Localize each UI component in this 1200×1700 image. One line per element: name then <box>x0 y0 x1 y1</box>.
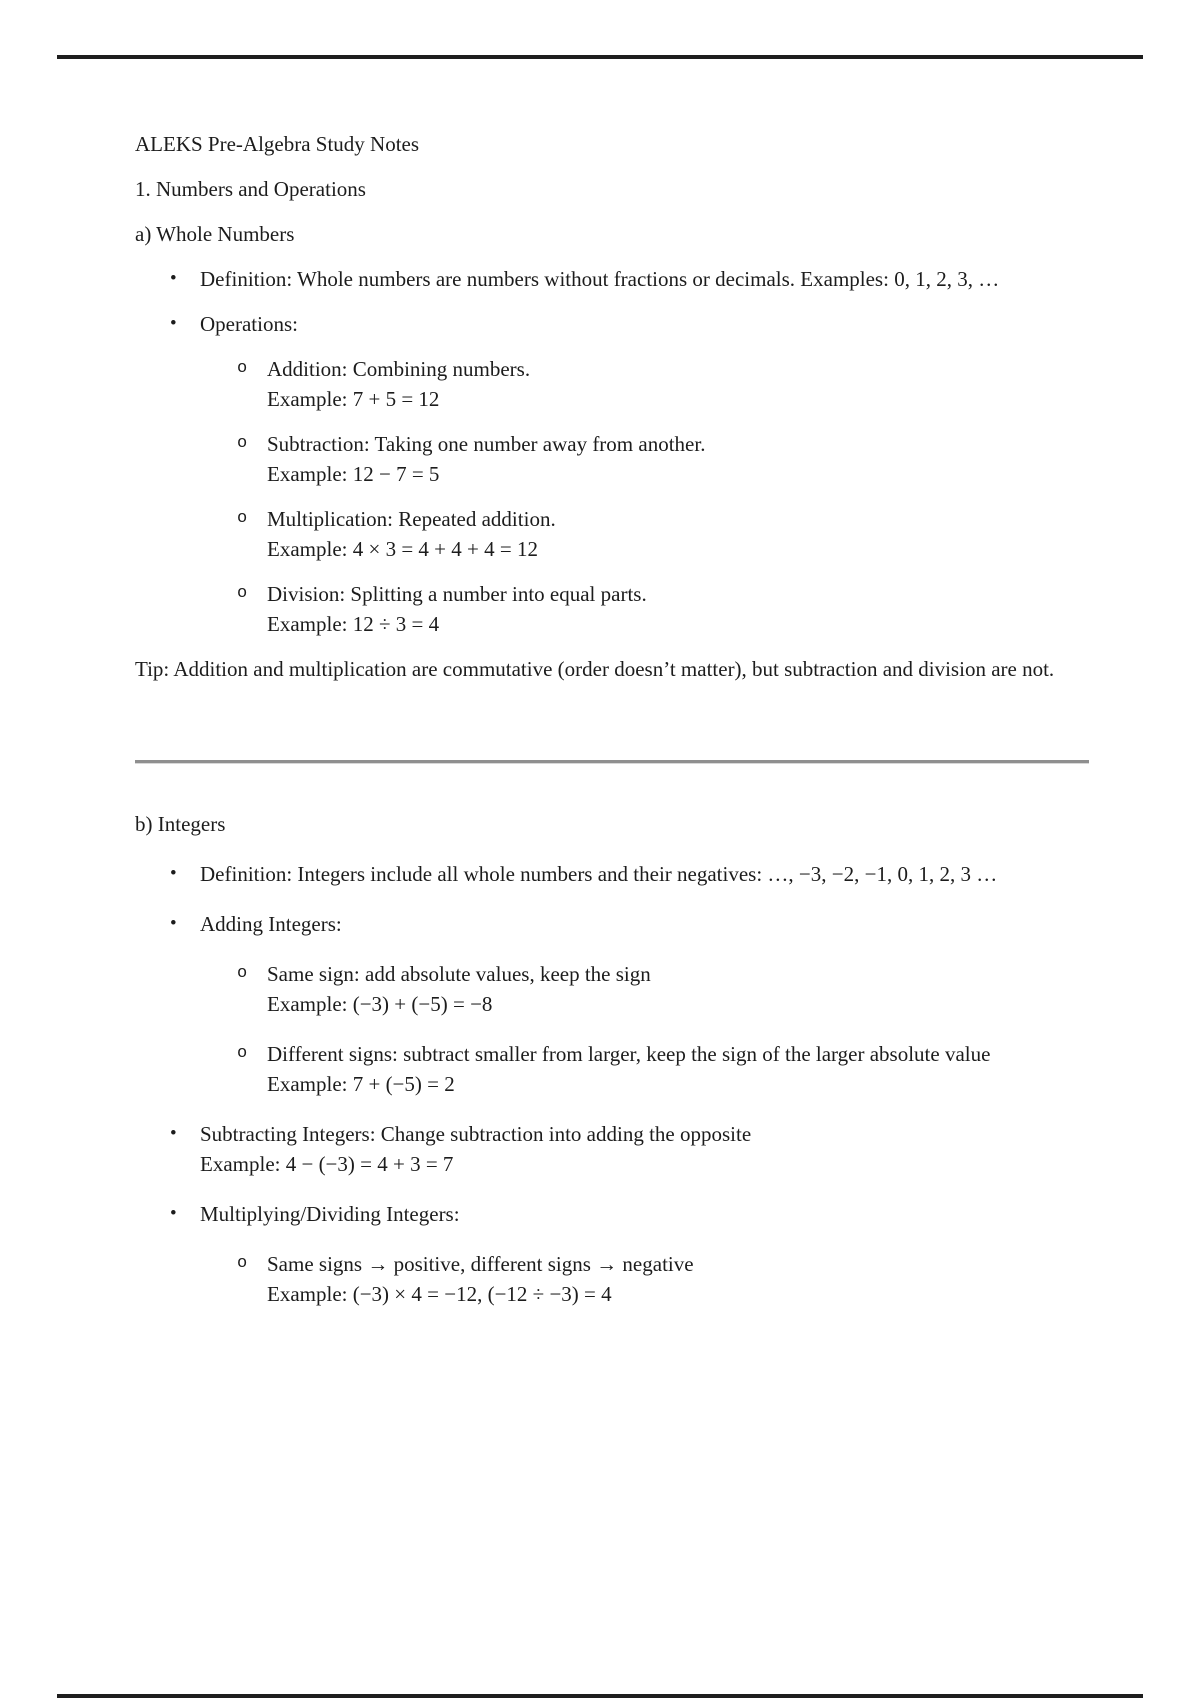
sub-list-item <box>237 429 1065 489</box>
list-item <box>135 1119 1065 1179</box>
example-text: Example: 12 − 7 = 5 <box>267 462 440 486</box>
bullet-marker: • <box>170 313 177 334</box>
list-item <box>135 859 1065 889</box>
list-item <box>135 264 1065 294</box>
item-body <box>267 959 1065 1019</box>
item-text: Subtraction: Taking one number away from another. <box>267 432 706 456</box>
list-item <box>135 909 1065 939</box>
item-text: Operations: <box>200 312 298 336</box>
header-rule <box>57 55 1143 59</box>
section-heading: 1. Numbers and Operations <box>135 177 366 201</box>
section-divider <box>135 760 1089 764</box>
item-body <box>267 579 1065 639</box>
bullet-marker: • <box>170 1203 177 1224</box>
item-body <box>267 354 1065 414</box>
item-body <box>267 1039 1065 1099</box>
circle-marker: o <box>237 434 248 453</box>
list-item <box>135 1199 1065 1229</box>
sub-list-item <box>237 1039 1065 1099</box>
sub-list-item <box>237 504 1065 564</box>
item-text: Same signs → positive, different signs → negative <box>267 1252 694 1276</box>
item-text: Adding Integers: <box>200 912 342 936</box>
circle-marker: o <box>237 1254 248 1273</box>
circle-marker: o <box>237 964 248 983</box>
bullet-marker: • <box>170 268 177 289</box>
item-text: Definition: Integers include all whole numbers and their negatives: …, −3, −2, −1, 0, 1, 2, 3 … <box>200 862 998 886</box>
sub-list-item <box>237 579 1065 639</box>
bullet-marker: • <box>170 913 177 934</box>
circle-marker: o <box>237 584 248 603</box>
item-body <box>267 429 1065 489</box>
example-text: Example: (−3) × 4 = −12, (−12 ÷ −3) = 4 <box>267 1282 612 1306</box>
sub-list-item <box>237 1249 1065 1309</box>
subsection-heading: a) Whole Numbers <box>135 222 295 246</box>
item-body <box>267 1249 1065 1309</box>
example-text: Example: 4 × 3 = 4 + 4 + 4 = 12 <box>267 537 538 561</box>
example-text: Example: 7 + (−5) = 2 <box>267 1072 455 1096</box>
item-text: Subtracting Integers: Change subtraction into adding the opposite <box>200 1122 752 1146</box>
page-title: ALEKS Pre-Algebra Study Notes <box>135 132 420 156</box>
example-text: Example: 7 + 5 = 12 <box>267 387 440 411</box>
bullet-marker: • <box>170 863 177 884</box>
item-text: Division: Splitting a number into equal parts. <box>267 582 647 606</box>
item-text: Addition: Combining numbers. <box>267 357 531 381</box>
item-text: Same sign: add absolute values, keep the sign <box>267 962 651 986</box>
item-text: Multiplying/Dividing Integers: <box>200 1202 460 1226</box>
sub-list-item <box>237 959 1065 1019</box>
tip-text: Tip: Addition and multiplication are commutative (order doesn’t matter), but subtraction and division are not. <box>135 657 1055 681</box>
item-text: Different signs: subtract smaller from larger, keep the sign of the larger absolute value <box>267 1042 991 1066</box>
item-text: Multiplication: Repeated addition. <box>267 507 556 531</box>
circle-marker: o <box>237 359 248 378</box>
item-body <box>267 504 1065 564</box>
example-text: Example: 4 − (−3) = 4 + 3 = 7 <box>200 1152 454 1176</box>
subsection-integers <box>135 809 1065 1309</box>
example-text: Example: 12 ÷ 3 = 4 <box>267 612 440 636</box>
circle-marker: o <box>237 509 248 528</box>
footer-rule <box>57 1694 1143 1698</box>
sub-list-item <box>237 354 1065 414</box>
subsection-heading: b) Integers <box>135 812 226 836</box>
subsection-whole-numbers <box>135 219 1065 684</box>
circle-marker: o <box>237 1044 248 1063</box>
item-body <box>200 1119 1065 1179</box>
document-content <box>135 129 1065 1329</box>
item-text: Definition: Whole numbers are numbers without fractions or decimals. Examples: 0, 1, 2, 3, … <box>200 267 1000 291</box>
list-item <box>135 309 1065 339</box>
bullet-marker: • <box>170 1123 177 1144</box>
example-text: Example: (−3) + (−5) = −8 <box>267 992 493 1016</box>
